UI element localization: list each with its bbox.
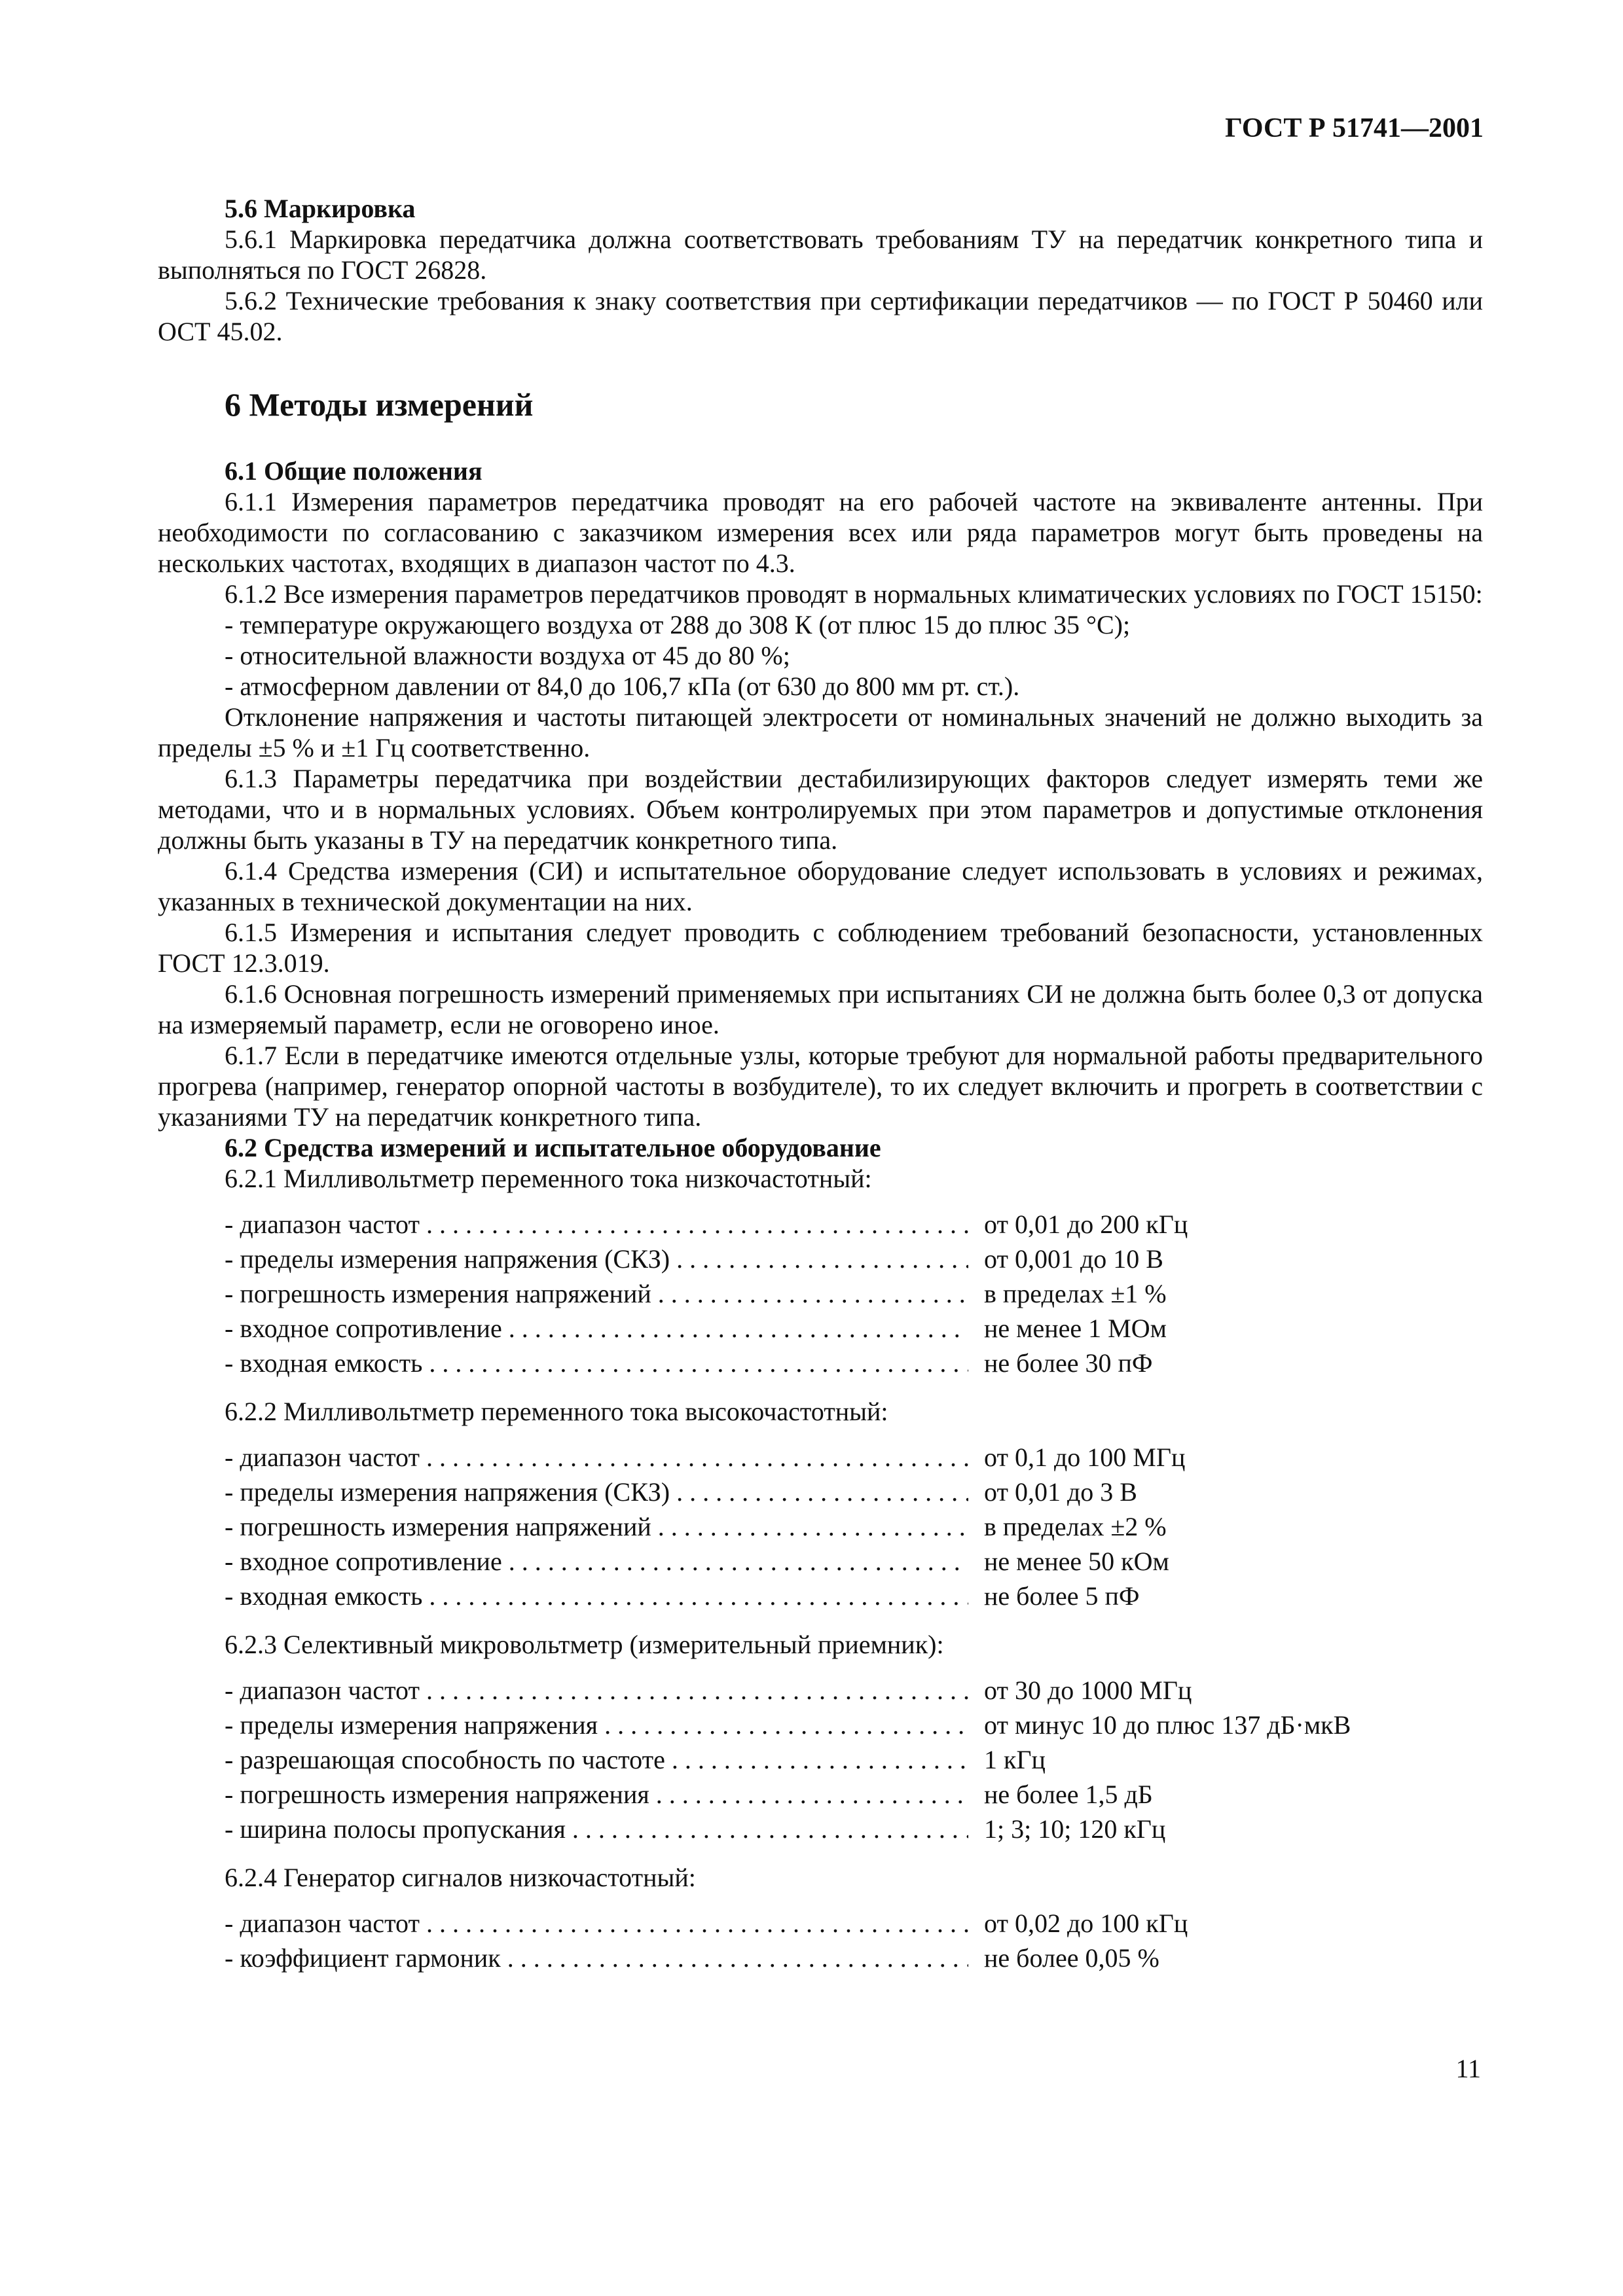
spec-label: - пределы измерения напряжения (СКЗ) . . . — [158, 1475, 968, 1509]
group-heading-6-2-3: 6.2.3 Селективный микровольтметр (измерительный приемник): — [225, 1630, 944, 1659]
spec-value: от 0,001 до 10 В — [984, 1244, 1163, 1274]
spec-row — [158, 1440, 1483, 1475]
paragraph-5-6-1: 5.6.1 Маркировка передатчика должна соответствовать требованиям ТУ на передатчик конкретного типа и выполняться по ГОСТ 26828. — [158, 224, 1483, 285]
spec-list-6-2-1 — [158, 1207, 1483, 1380]
subsection-6-2-title: 6.2 Средства измерений и испытательное оборудование — [225, 1133, 881, 1162]
spec-label: - погрешность измерения напряжения . . . — [158, 1777, 968, 1812]
spec-value: в пределах ±1 % — [984, 1279, 1167, 1308]
document-header: ГОСТ Р 51741—2001 — [1225, 113, 1484, 143]
page-number: 11 — [1455, 2054, 1481, 2083]
spec-label: - коэффициент гармоник . . . — [158, 1941, 968, 1975]
spec-label: - входная емкость . . . — [158, 1346, 968, 1380]
paragraph-6-1-5: 6.1.5 Измерения и испытания следует проводить с соблюдением требований безопасности, установленных ГОСТ 12.3.019. — [158, 918, 1483, 978]
spec-label: - диапазон частот . . . — [158, 1906, 968, 1941]
spec-row — [158, 1311, 1483, 1346]
condition-temperature: - температуре окружающего воздуха от 288 до 308 К (от плюс 15 до плюс 35 °С); — [225, 610, 1131, 639]
paragraph-deviation: Отклонение напряжения и частоты питающей электросети от номинальных значений не должно выходить за пределы ±5 % и ±1 Гц соответственно. — [158, 702, 1483, 762]
spec-row — [158, 1207, 1483, 1242]
spec-label: - входное сопротивление . . . — [158, 1311, 968, 1346]
spec-value: не более 30 пФ — [984, 1348, 1153, 1378]
condition-humidity: - относительной влажности воздуха от 45 до 80 %; — [225, 641, 790, 670]
spec-value: от 0,01 до 200 кГц — [984, 1210, 1188, 1239]
spec-list-6-2-3 — [158, 1673, 1483, 1846]
spec-row — [158, 1906, 1483, 1941]
spec-row — [158, 1742, 1483, 1777]
spec-label: - ширина полосы пропускания . . . — [158, 1812, 968, 1846]
spec-label: - диапазон частот . . . — [158, 1673, 968, 1708]
spec-row — [158, 1708, 1483, 1742]
section-6-title: 6 Методы измерений — [225, 386, 534, 423]
spec-row — [158, 1242, 1483, 1276]
spec-row — [158, 1276, 1483, 1311]
spec-value: от минус 10 до плюс 137 дБ·мкВ — [984, 1710, 1351, 1740]
spec-row — [158, 1475, 1483, 1509]
spec-row — [158, 1777, 1483, 1812]
spec-row — [158, 1812, 1483, 1846]
spec-value: 1 кГц — [984, 1745, 1046, 1774]
paragraph-6-1-2: 6.1.2 Все измерения параметров передатчиков проводят в нормальных климатических условиях по ГОСТ 15150: — [225, 579, 1483, 609]
spec-label: - погрешность измерения напряжений . . . — [158, 1509, 968, 1544]
spec-value: от 0,01 до 3 В — [984, 1477, 1137, 1507]
spec-value: 1; 3; 10; 120 кГц — [984, 1814, 1166, 1844]
spec-list-6-2-4 — [158, 1906, 1483, 1975]
paragraph-6-1-4: 6.1.4 Средства измерения (СИ) и испытательное оборудование следует использовать в условиях и режимах, указанных в технической документации на них. — [158, 856, 1483, 916]
spec-row — [158, 1346, 1483, 1380]
spec-row — [158, 1673, 1483, 1708]
spec-row — [158, 1544, 1483, 1579]
condition-pressure: - атмосферном давлении от 84,0 до 106,7 кПа (от 630 до 800 мм рт. ст.). — [225, 672, 1020, 701]
subsection-6-1-title: 6.1 Общие положения — [225, 456, 483, 486]
spec-value: не менее 50 кОм — [984, 1547, 1169, 1576]
paragraph-6-1-3: 6.1.3 Параметры передатчика при воздействии дестабилизирующих факторов следует измерять теми же методами, что и в нормальных условиях. Объем контролируемых при этом параметров и допустимые отклонения должны быть указаны в ТУ на передатчик конкретного типа. — [158, 764, 1483, 855]
spec-label: - пределы измерения напряжения . . . — [158, 1708, 968, 1742]
spec-label: - разрешающая способность по частоте . . . — [158, 1742, 968, 1777]
spec-label: - входное сопротивление . . . — [158, 1544, 968, 1579]
paragraph-6-1-1: 6.1.1 Измерения параметров передатчика проводят на его рабочей частоте на эквиваленте антенны. При необходимости по согласованию с заказчиком измерения всех или ряда параметров могут быть проведены на нескольких частотах, входящих в диапазон частот по 4.3. — [158, 487, 1483, 578]
spec-value: не менее 1 МОм — [984, 1314, 1167, 1343]
spec-value: не более 0,05 % — [984, 1943, 1159, 1973]
subsection-5-6-title: 5.6 Маркировка — [225, 194, 416, 223]
group-heading-6-2-4: 6.2.4 Генератор сигналов низкочастотный: — [225, 1863, 696, 1892]
spec-list-6-2-2 — [158, 1440, 1483, 1613]
spec-label: - диапазон частот . . . — [158, 1207, 968, 1242]
spec-label: - пределы измерения напряжения (СКЗ) . . . — [158, 1242, 968, 1276]
spec-label: - погрешность измерения напряжений . . . — [158, 1276, 968, 1311]
spec-row — [158, 1579, 1483, 1613]
spec-label: - входная емкость . . . — [158, 1579, 968, 1613]
paragraph-5-6-2: 5.6.2 Технические требования к знаку соответствия при сертификации передатчиков — по ГОСТ Р 50460 или ОСТ 45.02. — [158, 286, 1483, 346]
paragraph-6-1-7: 6.1.7 Если в передатчике имеются отдельные узлы, которые требуют для нормальной работы предварительного прогрева (например, генератор опорной частоты в возбудителе), то их следует включить и прогреть в соответствии с указаниями ТУ на передатчик конкретного типа. — [158, 1041, 1483, 1132]
page-content — [158, 193, 1483, 1991]
group-heading-6-2-2: 6.2.2 Милливольтметр переменного тока высокочастотный: — [225, 1397, 888, 1426]
spec-label: - диапазон частот . . . — [158, 1440, 968, 1475]
group-heading-6-2-1: 6.2.1 Милливольтметр переменного тока низкочастотный: — [225, 1164, 872, 1193]
spec-value: от 30 до 1000 МГц — [984, 1676, 1192, 1705]
spec-value: от 0,02 до 100 кГц — [984, 1909, 1188, 1938]
spec-row — [158, 1509, 1483, 1544]
spec-row — [158, 1941, 1483, 1975]
spec-value: в пределах ±2 % — [984, 1512, 1167, 1541]
spec-value: не более 1,5 дБ — [984, 1780, 1153, 1809]
spec-value: от 0,1 до 100 МГц — [984, 1443, 1186, 1472]
paragraph-6-1-6: 6.1.6 Основная погрешность измерений применяемых при испытаниях СИ не должна быть более 0,3 от допуска на измеряемый параметр, если не оговорено иное. — [158, 979, 1483, 1039]
spec-value: не более 5 пФ — [984, 1581, 1140, 1611]
